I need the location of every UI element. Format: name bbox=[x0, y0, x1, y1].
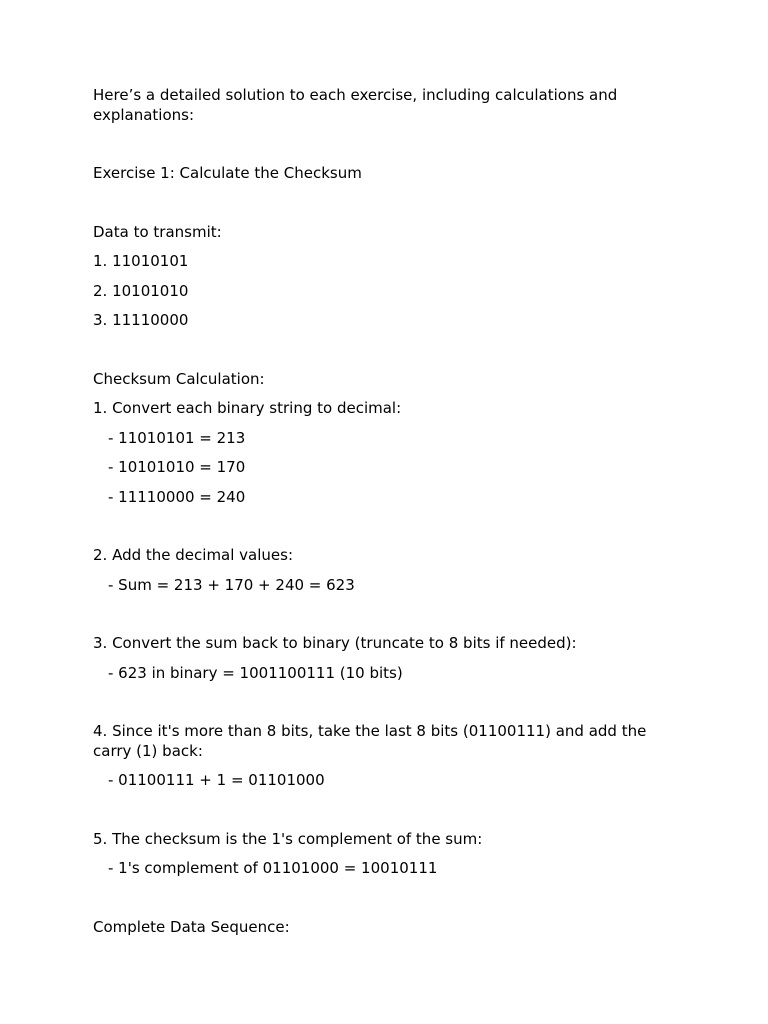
data-item: 3. 11110000 bbox=[93, 311, 189, 329]
spacer bbox=[93, 341, 683, 370]
step-4-title: 4. Since it's more than 8 bits, take the last 8 bits (01100111) and add the carry (1) back: bbox=[93, 722, 652, 760]
step-5-item: - 1's complement of 01101000 = 10010111 bbox=[108, 859, 438, 877]
spacer bbox=[93, 517, 683, 546]
calc-heading: Checksum Calculation: bbox=[93, 369, 265, 388]
step-2-title: 2. Add the decimal values: bbox=[93, 546, 294, 564]
step-3-title: 3. Convert the sum back to binary (truncate to 8 bits if needed): bbox=[93, 634, 577, 652]
spacer bbox=[93, 693, 683, 722]
step-2-item: - Sum = 213 + 170 + 240 = 623 bbox=[108, 575, 355, 594]
step-1-item: - 11110000 = 240 bbox=[108, 487, 246, 506]
sequence-heading: Complete Data Sequence: bbox=[93, 917, 290, 936]
step-5-title: 5. The checksum is the 1's complement of the sum: bbox=[93, 829, 483, 848]
spacer bbox=[93, 194, 683, 223]
spacer bbox=[93, 889, 683, 918]
step-3-item: - 623 in binary = 1001100111 (10 bits) bbox=[108, 663, 403, 682]
document-page bbox=[93, 86, 683, 947]
step-1-item: - 10101010 = 170 bbox=[108, 458, 246, 476]
data-item: 2. 10101010 bbox=[93, 281, 189, 300]
step-1-item: - 11010101 = 213 bbox=[108, 428, 246, 447]
step-4-item: - 01100111 + 1 = 01101000 bbox=[108, 771, 325, 789]
exercise-title: Exercise 1: Calculate the Checksum bbox=[93, 164, 362, 182]
spacer bbox=[93, 605, 683, 634]
spacer bbox=[93, 135, 683, 164]
data-heading: Data to transmit: bbox=[93, 222, 222, 241]
spacer bbox=[93, 801, 683, 830]
data-item: 1. 11010101 bbox=[93, 252, 189, 270]
step-1-title: 1. Convert each binary string to decimal: bbox=[93, 399, 402, 417]
intro-text: Here’s a detailed solution to each exercise, including calculations and explanations: bbox=[93, 86, 623, 124]
